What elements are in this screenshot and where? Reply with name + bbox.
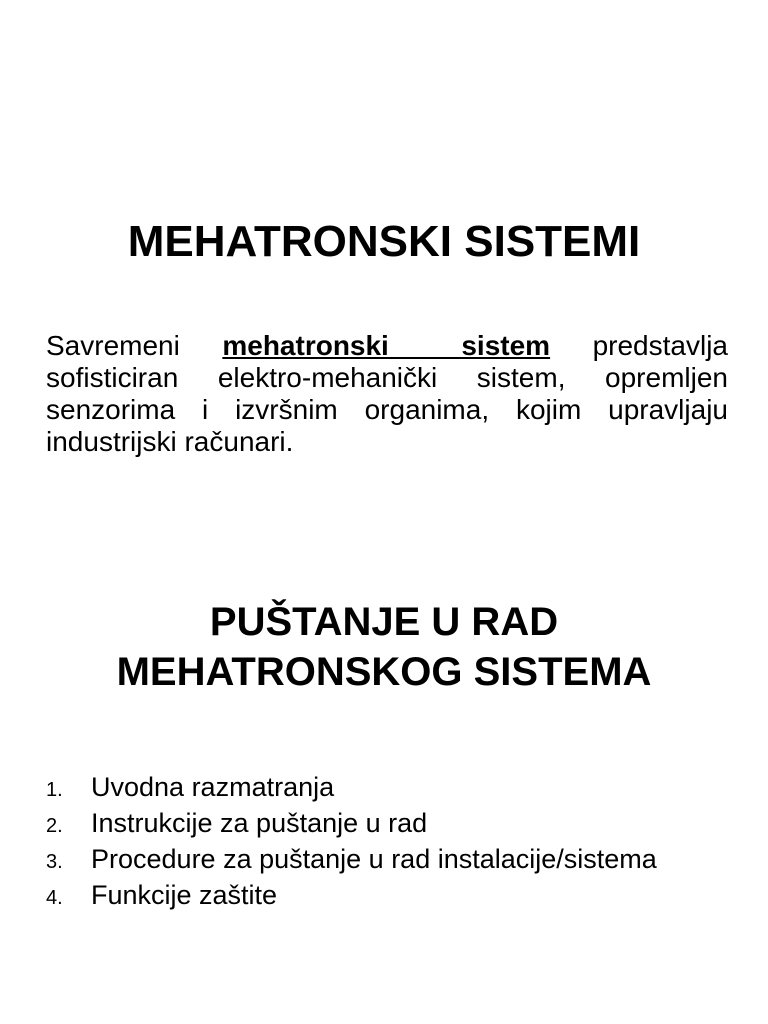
list-item-text: Funkcije zaštite [91,880,278,910]
list-item [46,880,746,916]
intro-text-before: Savremeni [46,330,223,361]
list-item-number: 4. [46,887,63,909]
section-title [0,597,768,697]
intro-paragraph [46,330,728,458]
section-title-line-1: PUŠTANJE U RAD [209,600,559,644]
list-item [46,844,746,880]
page-title: MEHATRONSKI SISTEMI [127,217,641,266]
list-item-number: 1. [46,779,63,801]
list-item-text: Procedure za puštanje u rad instalacije/sistema [91,844,657,874]
list-item-text: Uvodna razmatranja [91,772,335,802]
list-item [46,808,746,844]
section-title-line-2: MEHATRONSKOG SISTEMA [116,650,652,694]
intro-text-after: predstavlja sofisticiran elektro-mehanički sistem, opremljen senzorima i izvršnim organima, kojim upravljaju industrijski računari. [46,330,728,457]
list-item [46,772,746,808]
intro-emphasis: mehatronski sistem [222,330,551,361]
list-item-number: 3. [46,851,63,873]
steps-list [46,772,746,916]
list-item-number: 2. [46,815,63,837]
list-item-text: Instrukcije za puštanje u rad [91,808,428,838]
